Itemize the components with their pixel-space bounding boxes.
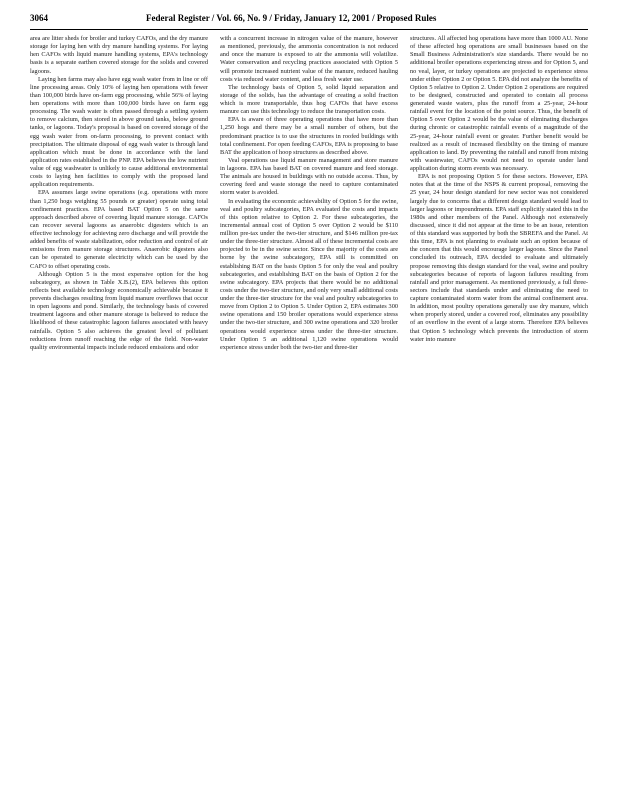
header-title: Federal Register / Vol. 66, No. 9 / Friday, January 12, 2001 / Proposed Rules <box>146 13 437 23</box>
paragraph: EPA is aware of three operating operations that have more than 1,250 hogs and there may be a small number of others, but the predominant practice is to use the structures in roofed buildings with total confinement. For open feeding CAFOs, EPA is proposing to base BAT the application of hoop structures as described above. <box>220 116 398 156</box>
header-rule <box>30 29 588 30</box>
text-column-3 <box>410 35 588 787</box>
paragraph: with a concurrent increase in nitrogen value of the manure, however as mentioned, previously, the ammonia concentration is not reduced and once the manure is exposed to air the ammonia will volatilize. Water conservation and recycling practices associated with Option 5 will promote increased nutrient value of the manure, reduced hauling costs via reduced water content, and less fresh water use. <box>220 35 398 83</box>
paragraph: Although Option 5 is the most expensive option for the hog subcategory, as shown in Table X.B.(2), EPA believes this option reflects best available technology economically achievable because it prevents discharges resulting from liquid manure overflows that occur in open lagoons and pond. Similarly, the technology basis of covered treatment lagoons and other manure storage is believed to reduce the likelihood of these catastrophic lagoon failures associated with heavy rainfalls. Option 5 also achieves the greatest level of pollutant reductions from runoff reaching the edge of the field. Non-water quality environmental impacts include reduced emissions and odor <box>30 270 208 351</box>
text-column-1 <box>30 35 208 787</box>
text-column-2 <box>220 35 398 787</box>
paragraph: In evaluating the economic achievability of Option 5 for the swine, veal and poultry subcategories, EPA evaluated the costs and impacts of this option relative to Option 2. For these subcategories, the incremental annual cost of Option 5 over Option 2 would be $110 million pre-tax under the two-tier structure, and $146 million pre-tax under the three-tier structure. Almost all of these incremental costs are projected to be in the swine sector. Since the majority of the costs are borne by the swine subcategory, EPA still is committed on establishing BAT on the basis Option 5 for only the veal and poultry subcategories, and establishing BAT on the basis of Option 2 for the swine subcategory. EPA projects that there would be no additional costs under the two-tier structure, and only very small additional costs under the three-tier structure for the veal and poultry subcategories to move from Option 2 to Option 5. Under Option 2, EPA estimates 300 swine operations and 150 broiler operations would experience stress under the two-tier structure, and 300 swine operations and 320 broiler operations would experience stress under the three-tier structure. Under Option 5 an additional 1,120 swine operations would experience stress under both the two-tier and three-tier <box>220 197 398 351</box>
paragraph: area are litter sheds for broiler and turkey CAFOs, and the dry manure storage for laying hen with dry manure handling systems. For laying hen CAFOs with liquid manure handling systems, EPA's technology basis is a separate earthen covered storage for the solids and covered lagoons. <box>30 35 208 75</box>
paragraph: Veal operations use liquid manure management and store manure in lagoons. EPA has based BAT on covered manure and feed storage. The animals are housed in buildings with no outside access. Thus, by covering feed and waste storage the need to capture contaminated storm water is avoided. <box>220 156 398 197</box>
paragraph: EPA is not proposing Option 5 for these sectors. However, EPA notes that at the time of the NSPS & current proposal, removing the 25 year, 24 hour design standard for new sector was not considered largely due to concerns that a different design standard would lead to larger lagoons or impoundments. EPA staff explicitly stated this in the 1980s and other members of the Panel. Although not extensively discussed, since it did not appear at the time to be an issue, retention of this standard was supported by both the SBREFA and the Panel. At this time, EPA is not planning to evaluate such an option because of the concern that this would encourage larger lagoons. Since the Panel concluded its outreach, EPA decided to evaluate and ultimately propose removing this design standard for the veal, swine and poultry subcategories because of reports of lagoon failures resulting from rainfall and prior management. As mentioned previously, a full three-sectors include that standards under and eliminating the need to capture contaminated storm water from the animal confinement area. In addition, most poultry operations generally use dry manure, which when properly stored, under a covered roof, eliminates any possibility of an overflow in the event of a large storm. Therefore EPA believes that Option 5 technology which prevents the introduction of storm water into manure <box>410 173 588 343</box>
paragraph: EPA assumes large swine operations (e.g. operations with more than 1,250 hogs weighing 55 pounds or greater) operate using total confinement practices. EPA based BAT Option 5 on the same approach described above of covering liquid manure storage. CAFOs can recover several lagoons as anaerobic digesters which is an effective technology for achieving zero discharge and will provide the added benefits of waste stabilization, odor reduction and control of air emissions from manure storage structures. Anaerobic digesters also can be operated to generate electricity which can be used by the CAFO to offset operating costs. <box>30 189 208 270</box>
page-number: 3064 <box>30 13 48 23</box>
paragraph: structures. All affected hog operations have more than 1000 AU. None of these affected hog operations are small businesses based on the Small Business Administration's size standards. There would be no additional broiler operations experiencing stress and for Option 5, and no veal, layer, or turkey operations are projected to experience stress under either Option 2 or Option 5. EPA did not analyze the benefits of Option 5 relative to Option 2. Under Option 2 operations are required to be designed, constructed and operated to contain all process generated waste waters, plus the runoff from a 25-year, 24-hour rainfall event for the location of the point source. Thus, the benefit of Option 5 over Option 2 would be the value of eliminating discharges during chronic or catastrophic rainfall events of a magnitude of the 25-year, 24-hour rainfall event or greater. Further benefit would be realized as a result of increased flexibility on the timing of manure application to land. By preventing the rainfall and runoff from mixing with wastewater, CAFOs would not need to operate under land application during storm events was necessary. <box>410 35 588 172</box>
paragraph: Laying hen farms may also have egg wash water from in line or off line processing areas. Only 10% of laying hen operations with fewer than 100,000 birds have on-farm egg processing, while 56% of laying hen operations with more than 100,000 birds have on farm egg processing. The wash water is often passed through a settling system to remove calcium, then stored in above ground tanks, below ground tanks, or lagoons. Today's proposal is based on covered storage of the egg wash water from on-farm processing, to prevent contact with precipitation. The ultimate disposal of egg wash water is through land application which must be done in accordance with the land application rates established in the PNP. EPA believes the low nutrient value of egg washwater is unlikely to cause additional environmental costs to laying hen facilities to comply with the proposed land application requirements. <box>30 75 208 189</box>
paragraph: The technology basis of Option 5, solid liquid separation and storage of the solids, has the advantage of creating a solid fraction which is more transportable, thus hog CAFOs that have excess manure can use this technology to reduce the transportation costs. <box>220 83 398 116</box>
